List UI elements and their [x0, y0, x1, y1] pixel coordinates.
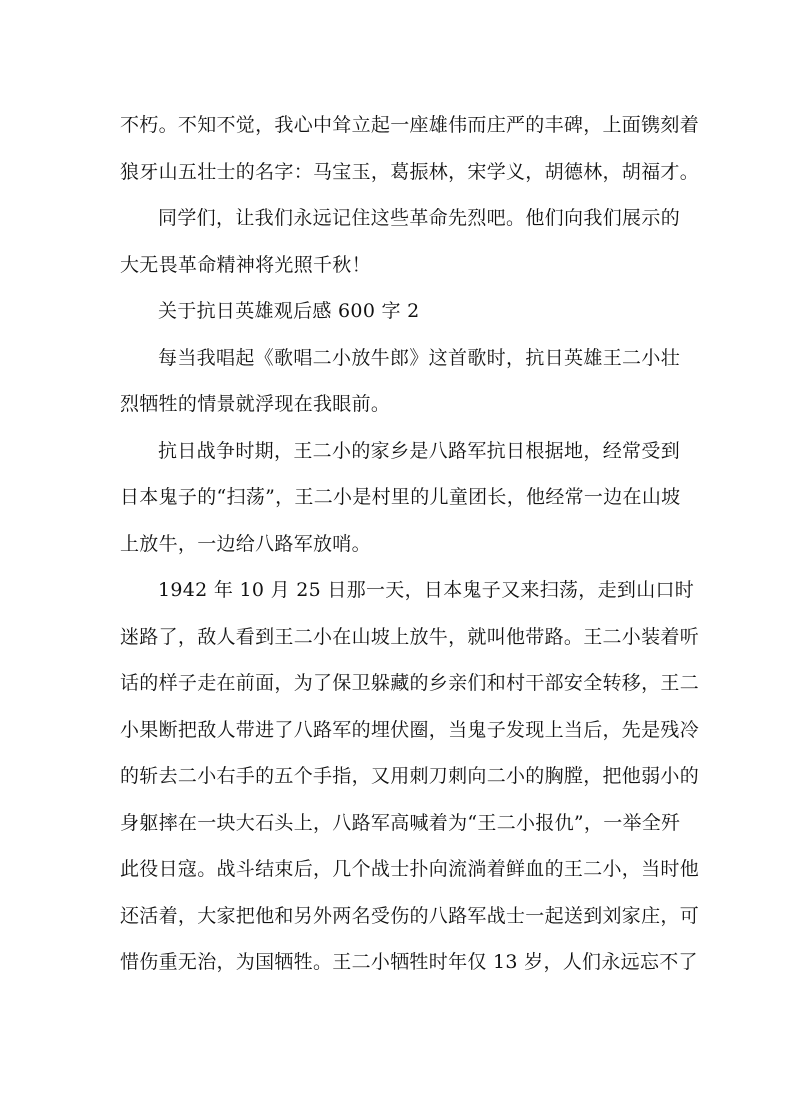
text-line: 狼牙山五壮士的名字：马宝玉，葛振林，宋学义，胡德林，胡福才。	[120, 160, 700, 183]
text-line: 每当我唱起《歌唱二小放牛郎》这首歌时，抗日英雄王二小壮	[158, 346, 680, 369]
text-line: 抗日战争时期，王二小的家乡是八路军抗日根据地，经常受到	[158, 439, 680, 462]
text-line: 此役日寇。战斗结束后，几个战士扑向流淌着鲜血的王二小，当时他	[120, 858, 700, 880]
text-line: 1942 年 10 月 25 日那一天，日本鬼子又来扫荡，走到山口时	[158, 579, 695, 601]
text-line: 迷路了，敌人看到王二小在山坡上放牛，就叫他带路。王二小装着听	[120, 625, 700, 648]
text-line: 日本鬼子的“扫荡”，王二小是村里的儿童团长，他经常一边在山坡	[120, 486, 681, 508]
text-line: 小果断把敌人带进了八路军的埋伏圈，当鬼子发现上当后，先是残冷	[120, 718, 700, 741]
text-line: 不朽。不知不觉，我心中耸立起一座雄伟而庄严的丰碑，上面镌刻着	[120, 114, 700, 136]
text-line: 话的样子走在前面，为了保卫躲藏的乡亲们和村干部安全转移，王二	[120, 672, 700, 694]
text-line: 同学们，让我们永远记住这些革命先烈吧。他们向我们展示的	[158, 207, 680, 229]
text-line: 上放牛，一边给八路军放哨。	[120, 532, 371, 555]
document-body	[120, 106, 700, 990]
text-line: 烈牺牲的情景就浮现在我眼前。	[120, 393, 391, 415]
text-line: 惜伤重无治，为国牺牲。王二小牺牲时年仅 13 岁，人们永远忘不了	[120, 951, 698, 973]
text-line: 身躯摔在一块大石头上，八路军高喊着为“王二小报仇”，一举全歼	[120, 811, 681, 834]
text-line: 还活着，大家把他和另外两名受伤的八路军战士一起送到刘家庄，可	[120, 904, 700, 927]
section-heading: 关于抗日英雄观后感 600 字 2	[158, 300, 420, 322]
text-line: 的斩去二小右手的五个手指，又用刺刀刺向二小的胸膛，把他弱小的	[120, 765, 700, 787]
text-line: 大无畏革命精神将光照千秋！	[120, 253, 371, 276]
